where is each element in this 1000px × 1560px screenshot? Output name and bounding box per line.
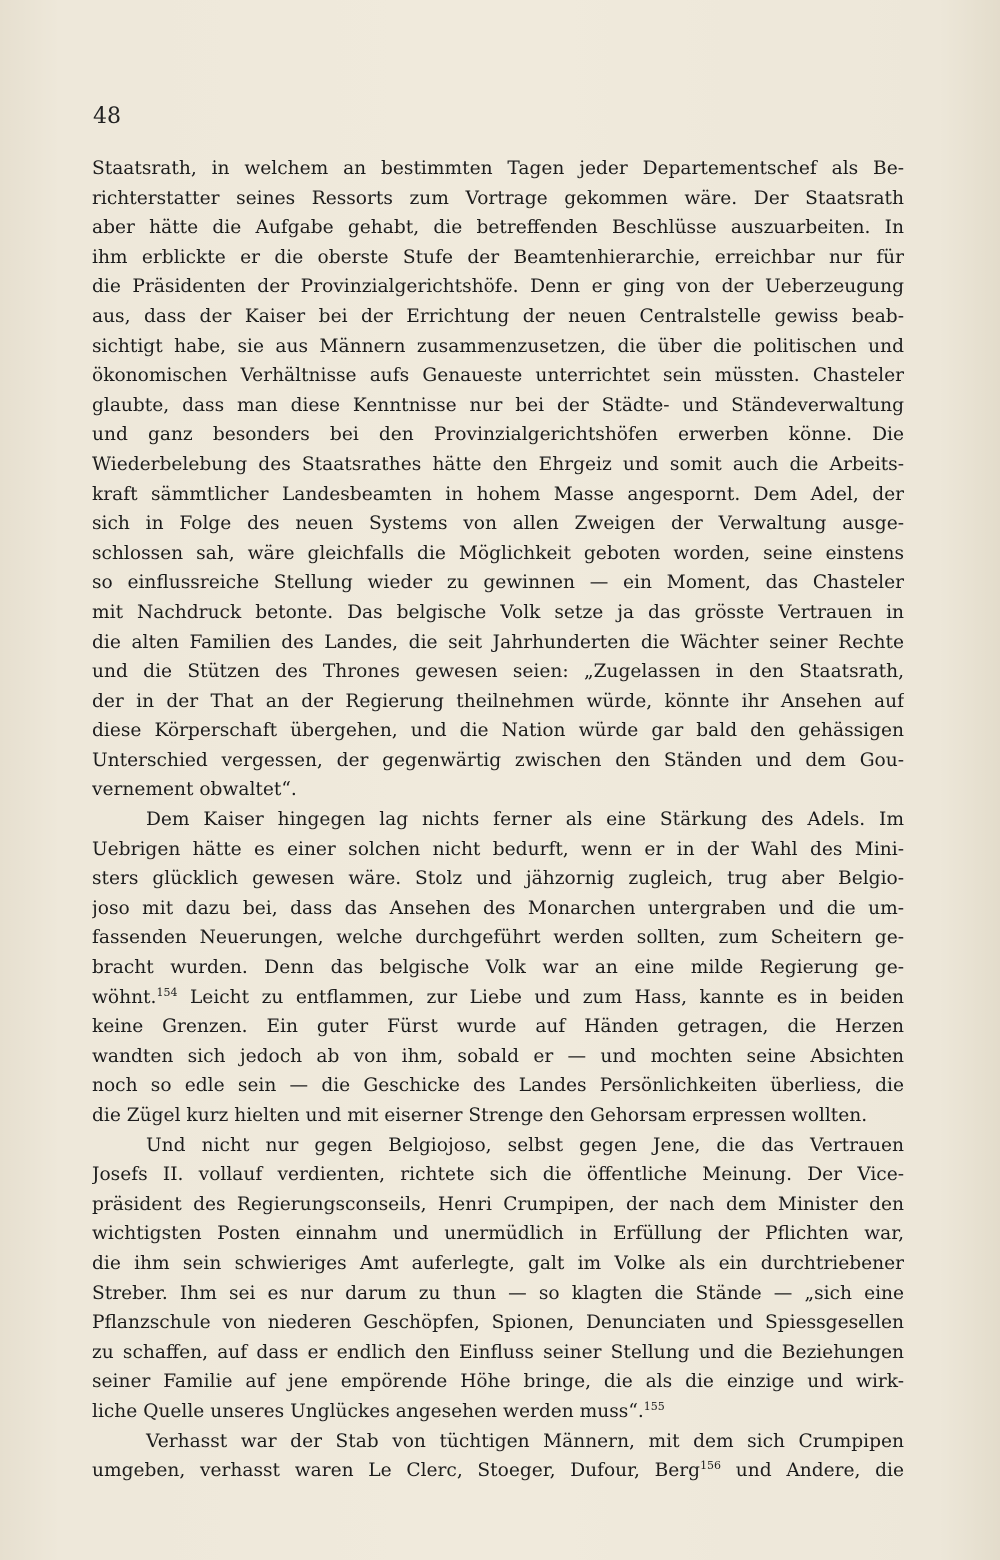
line-text: bracht wurden. Denn das belgische Volk war an eine milde Regierung ge- — [92, 957, 904, 979]
line-text: die Präsidenten der Provinzialgerichtshöfe. Denn er ging von der Ueberzeugung — [92, 276, 904, 298]
line-text: Unterschied vergessen, der gegenwärtig zwischen den Ständen und dem Gou- — [92, 749, 904, 771]
line-text: Streber. Ihm sei es nur darum zu thun — so klagten die Stände — „sich eine — [92, 1282, 904, 1304]
text-line — [92, 864, 904, 894]
footnote-marker: 156 — [700, 1458, 722, 1472]
line-text: schlossen sah, wäre gleichfalls die Möglichkeit geboten worden, seine einstens — [92, 542, 904, 564]
text-line — [92, 243, 904, 273]
footnote-marker: 154 — [156, 985, 178, 999]
text-line — [92, 835, 904, 865]
line-text: Dem Kaiser hingegen lag nichts ferner als eine Stärkung des Adels. Im — [146, 809, 904, 831]
line-text: richterstatter seines Ressorts zum Vortrage gekommen wäre. Der Staatsrath — [92, 187, 904, 209]
text-line — [92, 213, 904, 243]
text-line — [92, 184, 904, 214]
text-line — [92, 628, 904, 658]
line-text: wöhnt. — [92, 986, 157, 1008]
line-text: kraft sämmtlicher Landesbeamten in hohem Masse angespornt. Dem Adel, der — [92, 483, 904, 505]
line-text: der in der That an der Regierung theilnehmen würde, könnte ihr Ansehen auf — [92, 690, 904, 712]
text-line — [92, 1071, 904, 1101]
text-line — [92, 923, 904, 953]
text-line — [92, 450, 904, 480]
line-text: seiner Familie auf jene empörende Höhe bringe, die als die einzige und wirk- — [92, 1371, 904, 1393]
line-text: sters glücklich gewesen wäre. Stolz und jähzornig zugleich, trug aber Belgio- — [92, 868, 904, 890]
line-text: glaubte, dass man diese Kenntnisse nur bei der Städte- und Ständeverwaltung — [92, 394, 904, 416]
line-text: aber hätte die Aufgabe gehabt, die betreffenden Beschlüsse auszuarbeiten. In — [92, 217, 904, 239]
line-text: wandten sich jedoch ab von ihm, sobald er — und mochten seine Absichten — [92, 1045, 904, 1067]
line-text: Wiederbelebung des Staatsrathes hätte den Ehrgeiz und somit auch die Arbeits- — [92, 453, 904, 475]
line-text: die alten Familien des Landes, die seit Jahrhunderten die Wächter seiner Rechte — [92, 631, 904, 653]
line-text: vernement obwaltet“. — [92, 779, 297, 801]
text-line — [92, 420, 904, 450]
line-text: Staatsrath, in welchem an bestimmten Tagen jeder Departementschef als Be- — [92, 158, 904, 179]
text-line — [92, 272, 904, 302]
line-text: aus, dass der Kaiser bei der Errichtung der neuen Centralstelle gewiss beab- — [92, 305, 904, 327]
text-line — [92, 391, 904, 421]
text-line — [92, 1160, 904, 1190]
text-line — [92, 361, 904, 391]
body-text — [92, 154, 904, 1486]
text-line — [92, 746, 904, 776]
line-text: liche Quelle unseres Unglückes angesehen werden muss“. — [92, 1400, 644, 1422]
text-line — [92, 480, 904, 510]
line-text: sich in Folge des neuen Systems von allen Zweigen der Verwaltung ausge- — [92, 513, 904, 535]
line-text: sichtigt habe, sie aus Männern zusammenzusetzen, die über die politischen und — [92, 335, 904, 357]
text-line — [92, 805, 904, 835]
line-text: mit Nachdruck betonte. Das belgische Volk setze ja das grösste Vertrauen in — [92, 601, 904, 623]
text-line — [92, 1249, 904, 1279]
line-text: Und nicht nur gegen Belgiojoso, selbst gegen Jene, die das Vertrauen — [146, 1134, 904, 1156]
line-text: joso mit dazu bei, dass das Ansehen des Monarchen untergraben und die um- — [92, 897, 904, 919]
text-line — [92, 1338, 904, 1368]
line-text: präsident des Regierungsconseils, Henri Crumpipen, der nach dem Minister den — [92, 1193, 904, 1215]
line-text: ihm erblickte er die oberste Stufe der Beamtenhierarchie, erreichbar nur für — [92, 246, 904, 268]
text-line — [92, 1397, 904, 1427]
line-text: zu schaffen, auf dass er endlich den Einfluss seiner Stellung und die Beziehungen — [92, 1341, 904, 1363]
text-line — [92, 1042, 904, 1072]
text-line — [92, 775, 904, 805]
text-line — [92, 302, 904, 332]
text-line — [92, 1219, 904, 1249]
line-text: Verhasst war der Stab von tüchtigen Männern, mit dem sich Crumpipen — [146, 1430, 904, 1452]
line-text: Uebrigen hätte es einer solchen nicht bedurft, wenn er in der Wahl des Mini- — [92, 838, 904, 860]
text-line — [92, 1012, 904, 1042]
line-text: die Zügel kurz hielten und mit eiserner Strenge den Gehorsam erpressen wollten. — [92, 1105, 868, 1126]
text-line — [92, 953, 904, 983]
line-text: wichtigsten Posten einnahm und unermüdlich in Erfüllung der Pflichten war, — [92, 1223, 904, 1245]
line-text-continued: und Andere, die — [721, 1460, 904, 1482]
text-line — [92, 509, 904, 539]
text-line — [92, 1427, 904, 1457]
line-text: umgeben, verhasst waren Le Clerc, Stoeger, Dufour, Berg — [92, 1460, 701, 1482]
text-line — [92, 568, 904, 598]
text-line — [92, 1308, 904, 1338]
line-text: so einflussreiche Stellung wieder zu gewinnen — ein Moment, das Chasteler — [92, 572, 904, 594]
line-text: Pflanzschule von niederen Geschöpfen, Spionen, Denunciaten und Spiessgesellen — [92, 1312, 904, 1334]
page-number: 48 — [93, 104, 121, 129]
text-line — [92, 1456, 904, 1486]
line-text: und ganz besonders bei den Provinzialgerichtshöfen erwerben könne. Die — [92, 424, 904, 446]
text-line — [92, 687, 904, 717]
line-text: keine Grenzen. Ein guter Fürst wurde auf Händen getragen, die Herzen — [92, 1016, 904, 1038]
line-text: diese Körperschaft übergehen, und die Nation würde gar bald den gehässigen — [92, 720, 904, 742]
text-line — [92, 983, 904, 1013]
line-text: fassenden Neuerungen, welche durchgeführt werden sollten, zum Scheitern ge- — [92, 927, 904, 949]
text-line — [92, 716, 904, 746]
text-line — [92, 539, 904, 569]
text-line — [92, 657, 904, 687]
text-line — [92, 154, 904, 184]
text-line — [92, 598, 904, 628]
line-text: noch so edle sein — die Geschicke des Landes Persönlichkeiten überliess, die — [92, 1075, 904, 1097]
text-line — [92, 1190, 904, 1220]
line-text: ökonomischen Verhältnisse aufs Genaueste unterrichtet sein müssten. Chasteler — [92, 365, 904, 387]
text-line — [92, 1367, 904, 1397]
text-line — [92, 1131, 904, 1161]
line-text: die ihm sein schwieriges Amt auferlegte, galt im Volke als ein durchtriebener — [92, 1252, 904, 1274]
text-line — [92, 1279, 904, 1309]
line-text: und die Stützen des Thrones gewesen seien: „Zugelassen in den Staatsrath, — [92, 661, 904, 683]
text-line — [92, 1101, 904, 1131]
footnote-marker: 155 — [643, 1399, 665, 1413]
line-text-continued: Leicht zu entflammen, zur Liebe und zum Hass, kannte es in beiden — [177, 986, 904, 1008]
line-text: Josefs II. vollauf verdienten, richtete sich die öffentliche Meinung. Der Vice- — [92, 1164, 904, 1186]
text-line — [92, 894, 904, 924]
text-line — [92, 332, 904, 362]
